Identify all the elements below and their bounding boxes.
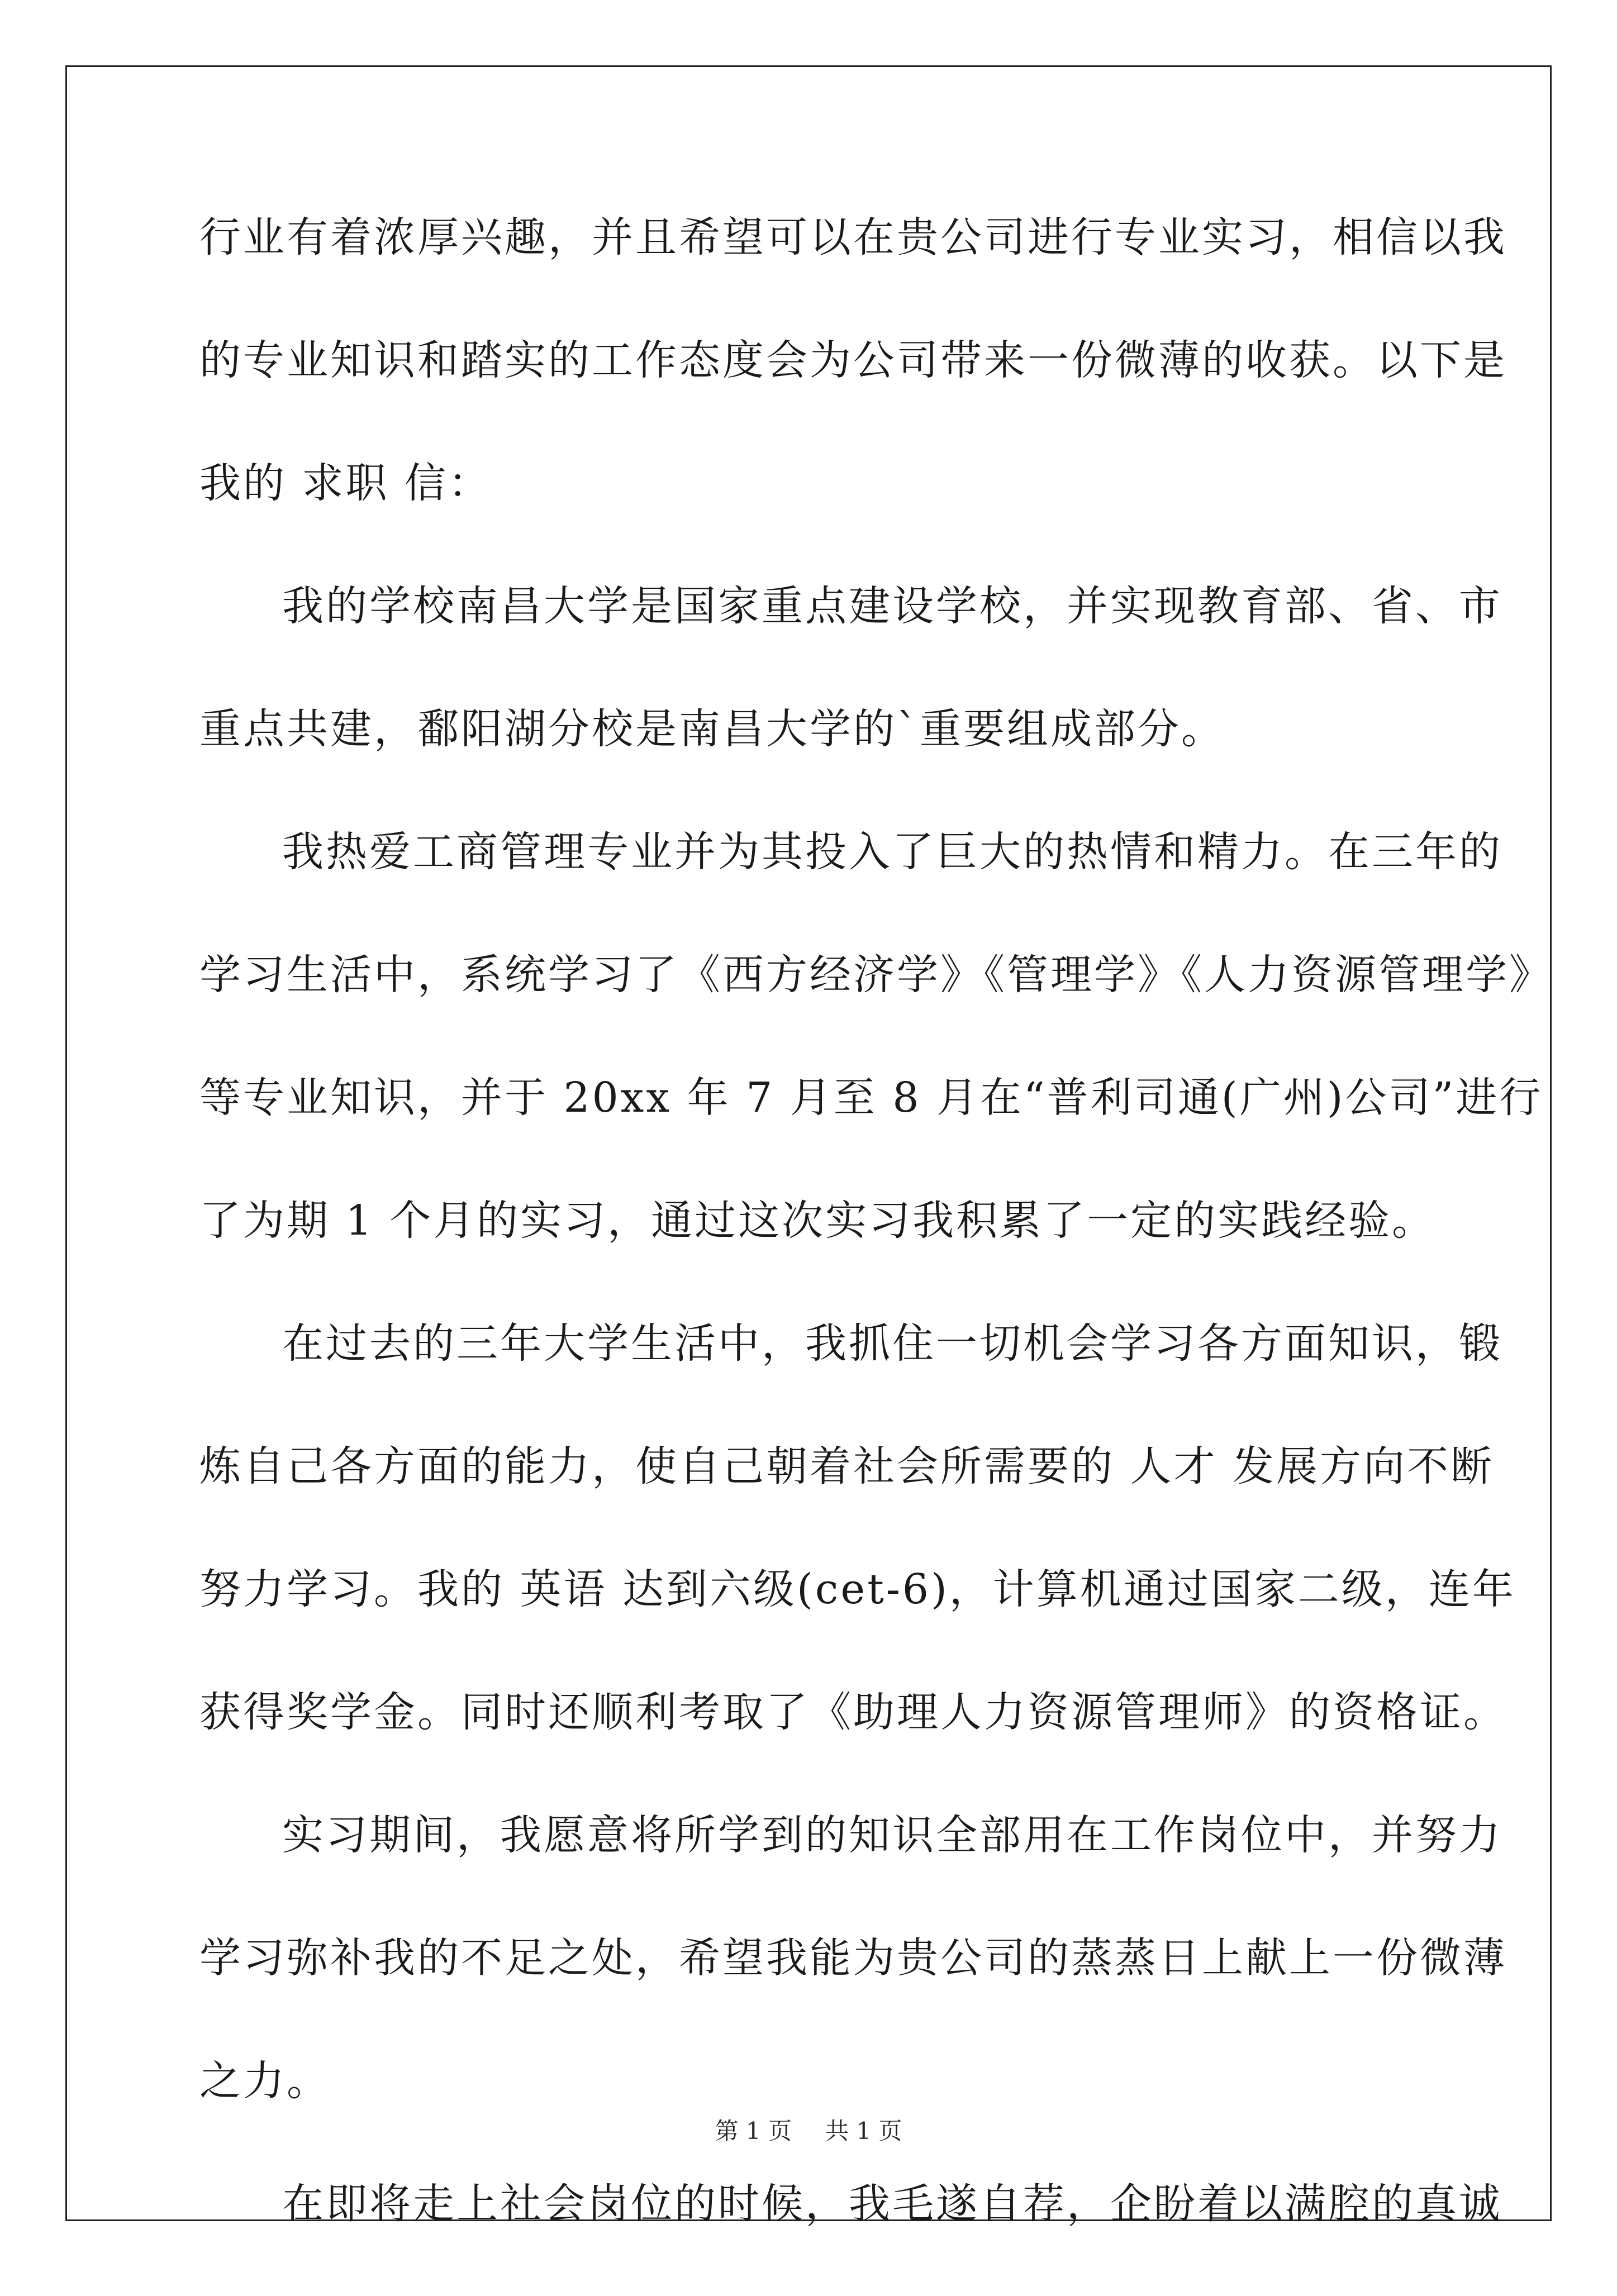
text-line: 在过去的三年大学生活中，我抓住一切机会学习各方面知识，锻 <box>282 1320 1502 1368</box>
text-line: 了为期 1 个月的实习，通过这次实习我积累了一定的实践经验。 <box>199 1197 1436 1245</box>
text-line: 实习期间，我愿意将所学到的知识全部用在工作岗位中，并努力 <box>282 1811 1502 1859</box>
text-line: 之力。 <box>199 2057 330 2105</box>
text-line: 获得奖学金。同时还顺利考取了《助理人力资源管理师》的资格证。 <box>199 1688 1507 1736</box>
text-line: 的专业知识和踏实的工作态度会为公司带来一份微薄的收获。以下是 <box>199 336 1507 384</box>
text-line: 等专业知识，并于 20xx 年 7 月至 8 月在“普利司通(广州)公司”进行 <box>199 1074 1543 1122</box>
text-line: 重点共建，鄱阳湖分校是南昌大学的`重要组成部分。 <box>199 705 1225 753</box>
text-line: 我的学校南昌大学是国家重点建设学校，并实现教育部、省、市 <box>282 582 1502 630</box>
page-number-current: 第 1 页 <box>715 2117 792 2145</box>
text-line: 学习生活中，系统学习了《西方经济学》《管理学》《人力资源管理学》 <box>199 951 1553 999</box>
document-body <box>199 207 1553 2296</box>
text-line: 我的 求职 信： <box>199 459 492 507</box>
text-line: 在即将走上社会岗位的时候，我毛遂自荐，企盼着以满腔的真诚 <box>282 2180 1502 2228</box>
text-line: 我热爱工商管理专业并为其投入了巨大的热情和精力。在三年的 <box>282 828 1502 876</box>
page-number-total: 共 1 页 <box>825 2117 902 2145</box>
text-line: 努力学习。我的 英语 达到六级(cet-6)，计算机通过国家二级，连年 <box>199 1565 1516 1613</box>
text-line: 行业有着浓厚兴趣，并且希望可以在贵公司进行专业实习，相信以我 <box>199 213 1507 261</box>
page-footer <box>0 2114 1617 2148</box>
text-line: 学习弥补我的不足之处，希望我能为贵公司的蒸蒸日上献上一份微薄 <box>199 1934 1507 1982</box>
text-line: 炼自己各方面的能力，使自己朝着社会所需要的 人才 发展方向不断 <box>199 1442 1495 1490</box>
